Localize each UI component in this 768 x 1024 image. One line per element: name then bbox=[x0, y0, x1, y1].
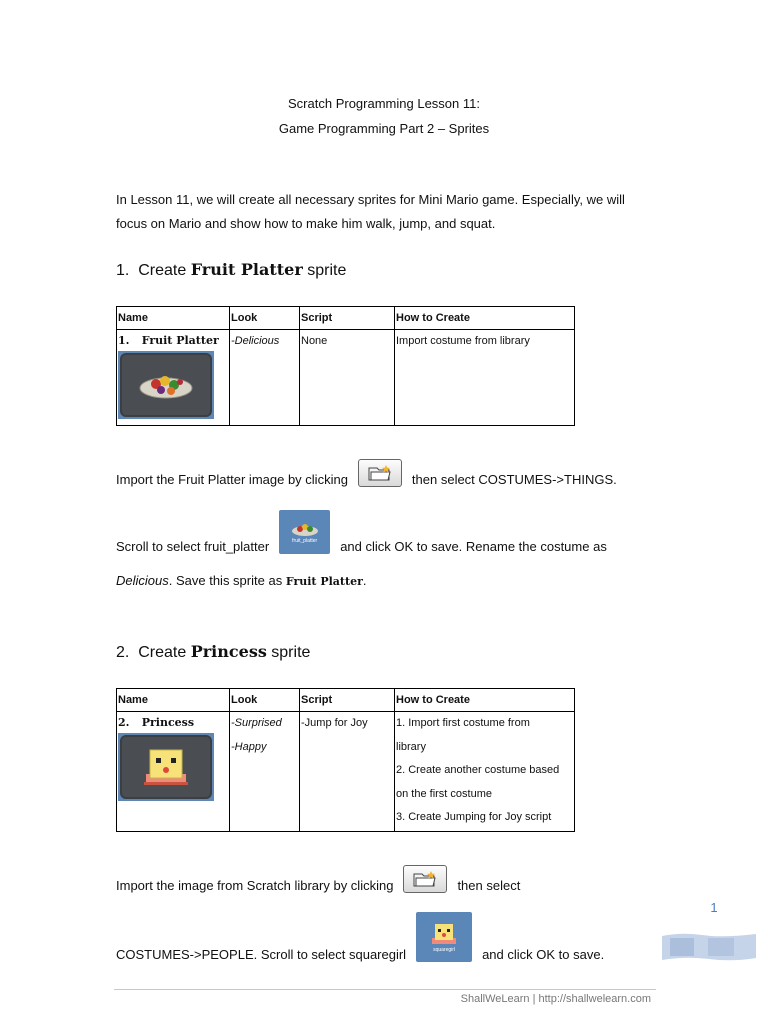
name-cell bbox=[117, 330, 230, 426]
row-number: 1. bbox=[118, 334, 130, 347]
script-cell bbox=[300, 712, 395, 832]
princess-scroll-instruction bbox=[116, 912, 604, 962]
fruit-platter-icon bbox=[138, 368, 194, 402]
instruction-text: Scroll to select fruit_platter bbox=[116, 539, 270, 554]
princess-import-instruction bbox=[116, 864, 520, 893]
look-cell bbox=[230, 330, 300, 426]
thumbnail-label: fruit_platter bbox=[292, 538, 318, 544]
column-header: Script bbox=[300, 307, 395, 330]
look-cell bbox=[230, 712, 300, 832]
page-number: 1 bbox=[710, 900, 718, 915]
import-costume-button[interactable] bbox=[403, 865, 447, 893]
column-header: Look bbox=[230, 307, 300, 330]
instruction-text: Import the image from Scratch library by clicking bbox=[116, 878, 394, 893]
fruit-scroll-instruction bbox=[116, 510, 607, 554]
folder-import-icon bbox=[367, 464, 393, 482]
column-header: Name bbox=[117, 689, 230, 712]
squaregirl-library-thumbnail[interactable] bbox=[416, 912, 472, 962]
princess-table bbox=[116, 688, 575, 832]
how-step: on the first costume bbox=[396, 787, 492, 800]
folder-import-icon bbox=[412, 870, 438, 888]
section-number: 1. bbox=[116, 262, 130, 279]
look-value: -Happy bbox=[231, 740, 267, 753]
heading-text: Create bbox=[138, 262, 187, 279]
costume-name: Delicious bbox=[116, 573, 169, 588]
how-cell bbox=[395, 712, 575, 832]
sprite-name: Fruit Platter bbox=[285, 575, 363, 588]
instruction-text: and click OK to save. Rename the costume as bbox=[340, 539, 607, 554]
heading-bold-text: Princess bbox=[190, 642, 267, 661]
how-cell bbox=[395, 330, 575, 426]
section-heading-princess bbox=[116, 642, 310, 662]
import-costume-button[interactable] bbox=[358, 459, 402, 487]
row-number: 2. bbox=[118, 716, 130, 729]
instruction-text: COSTUMES->PEOPLE. Scroll to select squaregirl bbox=[116, 947, 407, 962]
document-title: Scratch Programming Lesson 11: bbox=[288, 96, 480, 111]
instruction-text: then select bbox=[457, 878, 521, 893]
section-number: 2. bbox=[116, 644, 130, 661]
column-header: How to Create bbox=[395, 307, 575, 330]
squaregirl-icon bbox=[140, 744, 192, 790]
fruit-platter-table bbox=[116, 306, 575, 426]
fruit-import-instruction bbox=[116, 458, 617, 487]
instruction-text: and click OK to save. bbox=[482, 947, 605, 962]
instruction-text: . bbox=[362, 573, 367, 588]
script-value: -Jump for Joy bbox=[301, 717, 368, 729]
footer-divider bbox=[114, 989, 656, 990]
princess-thumbnail bbox=[118, 733, 214, 801]
heading-text: sprite bbox=[271, 644, 311, 661]
instruction-text: then select COSTUMES->THINGS. bbox=[411, 472, 617, 487]
instruction-text: . Save this sprite as bbox=[168, 573, 283, 588]
sprite-name: Princess bbox=[141, 716, 195, 729]
heading-text: Create bbox=[138, 644, 187, 661]
page-corner-decoration bbox=[662, 932, 756, 962]
script-value: None bbox=[301, 335, 328, 347]
how-step: library bbox=[396, 740, 426, 753]
table-row bbox=[117, 712, 575, 832]
fruit-rename-instruction bbox=[116, 573, 367, 588]
squaregirl-icon bbox=[429, 921, 459, 947]
fruit-platter-library-thumbnail[interactable] bbox=[279, 510, 330, 554]
thumbnail-label: squaregirl bbox=[433, 947, 456, 953]
sprite-name: Fruit Platter bbox=[141, 334, 219, 347]
document-subtitle: Game Programming Part 2 – Sprites bbox=[278, 121, 490, 136]
how-step: 3. Create Jumping for Joy script bbox=[396, 811, 552, 823]
instruction-text: Import the Fruit Platter image by clicking bbox=[116, 472, 348, 487]
name-cell bbox=[117, 712, 230, 832]
heading-text: sprite bbox=[307, 262, 347, 279]
column-header: How to Create bbox=[395, 689, 575, 712]
look-value: -Surprised bbox=[231, 717, 282, 729]
look-value: -Delicious bbox=[231, 335, 280, 347]
how-step: Import costume from library bbox=[396, 335, 530, 347]
script-cell bbox=[300, 330, 395, 426]
section-heading-fruit-platter bbox=[116, 260, 346, 280]
table-row bbox=[117, 330, 575, 426]
column-header: Script bbox=[300, 689, 395, 712]
column-header: Look bbox=[230, 689, 300, 712]
how-step: 2. Create another costume based bbox=[396, 764, 560, 776]
intro-paragraph: In Lesson 11, we will create all necessary sprites for Mini Mario game. Especially, we will focus on Mario and show how to make him walk, jump, and squat. bbox=[116, 192, 625, 231]
fruit-platter-icon bbox=[290, 520, 320, 538]
footer-text: ShallWeLearn | http://shallwelearn.com bbox=[460, 993, 651, 1005]
column-header: Name bbox=[117, 307, 230, 330]
how-step: 1. Import first costume from bbox=[396, 717, 530, 729]
heading-bold-text: Fruit Platter bbox=[190, 260, 303, 279]
fruit-platter-thumbnail bbox=[118, 351, 214, 419]
